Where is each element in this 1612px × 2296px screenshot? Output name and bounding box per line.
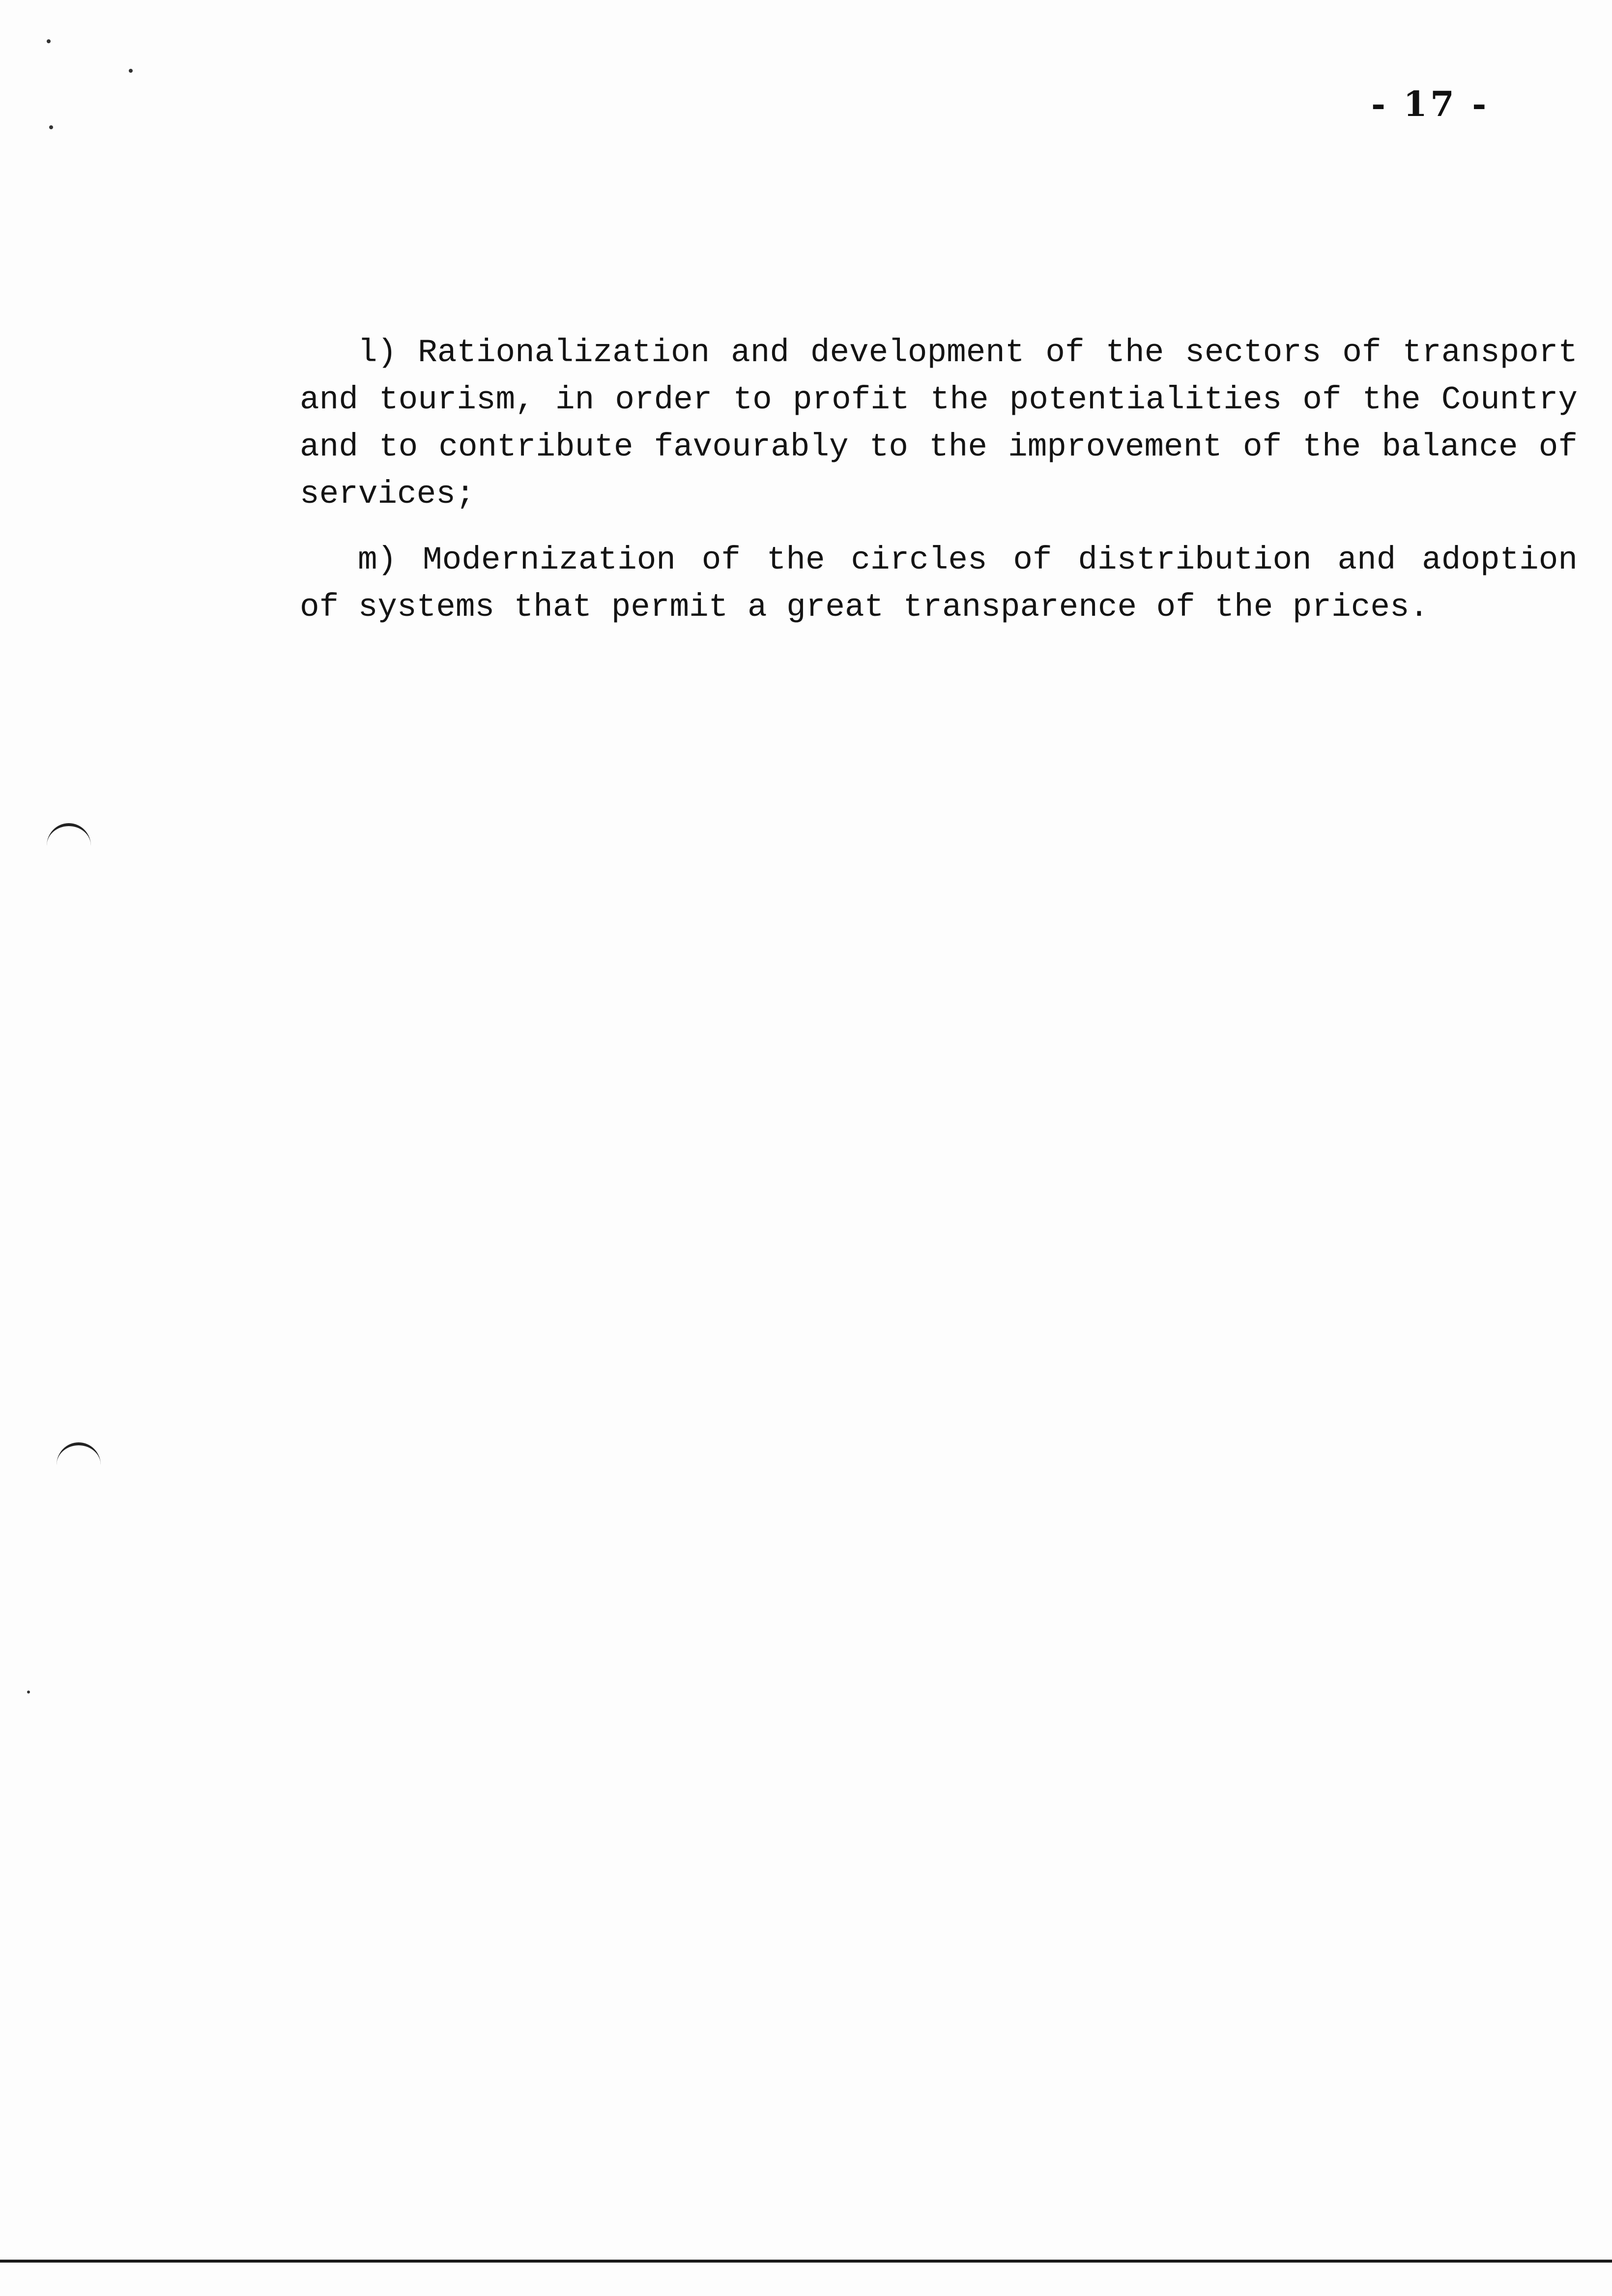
scan-speck [27,1691,30,1693]
paragraph-l: l) Rationalization and development of the sectors of transport and tourism, in order to profit the potentialities of the Country and to contribute favourably to the improvement of the balance of services; [300,334,1578,513]
bottom-rule [0,2260,1612,2263]
punch-hole-mark-bottom [57,1442,101,1465]
scan-speck [49,125,53,129]
document-body [300,329,1578,650]
scan-speck [47,39,51,43]
page-number: - 17 - [1371,84,1490,124]
punch-hole-mark-top [47,823,91,846]
paragraph-m: m) Modernization of the circles of distribution and adoption of systems that permit a great transparence of the prices. [300,542,1578,626]
scan-speck [129,69,133,73]
